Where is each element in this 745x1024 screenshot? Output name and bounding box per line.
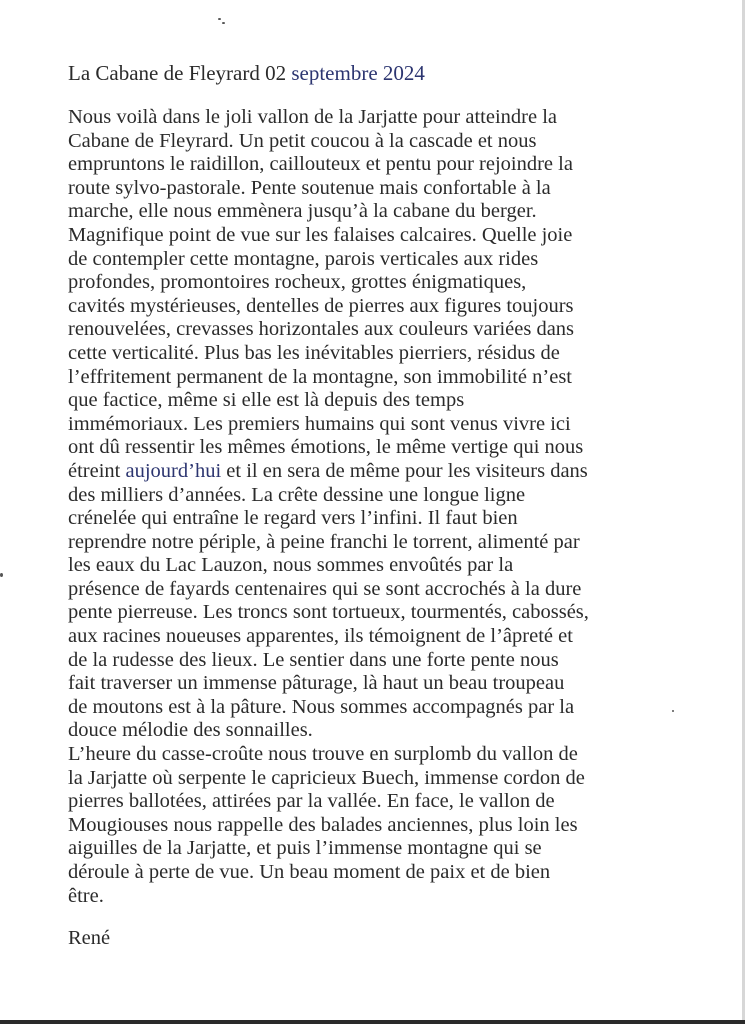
body-line: pierres ballotées, attirées par la vallée. En face, le vallon de — [68, 790, 555, 813]
title-date: septembre 2024 — [291, 61, 425, 85]
body-line: que factice, même si elle est là depuis des temps — [68, 389, 465, 412]
body-line: être. — [68, 884, 104, 907]
body-line: déroule à perte de vue. Un beau moment de paix et de bien — [68, 861, 551, 883]
body-line — [68, 460, 678, 484]
body-line: L’heure du casse-croûte nous trouve en surplomb du vallon de — [68, 743, 578, 766]
body-line: ont dû ressentir les mêmes émotions, le même vertige qui nous — [68, 436, 584, 459]
body-line: fait traverser un immense pâturage, là haut un beau troupeau — [68, 672, 565, 695]
body-line: Nous voilà dans le joli vallon de la Jarjatte pour atteindre la — [68, 106, 558, 128]
body-line: marche, elle nous emmènera jusqu’à la cabane du berger. — [68, 200, 537, 223]
body-line: l’effritement permanent de la montagne, son immobilité n’est — [68, 365, 573, 388]
body-line: crénelée qui entraîne le regard vers l’infini. Il faut bien — [68, 507, 518, 530]
body-line: Mougiouses nous rappelle des balades anciennes, plus loin les — [68, 813, 578, 836]
document-title — [68, 60, 425, 86]
body-line: de moutons est à la pâture. Nous sommes accompagnés par la — [68, 695, 575, 718]
body-line: renouvelées, crevasses horizontales aux couleurs variées dans — [68, 318, 575, 341]
body-line: la Jarjatte où serpente le capricieux Buech, immense cordon de — [68, 766, 585, 789]
body-line: pente pierreuse. Les troncs sont tortueux, tourmentés, cabossés, — [68, 601, 589, 624]
body-line: aiguilles de la Jarjatte, et puis l’immense montagne qui se — [68, 837, 542, 860]
body-line: immémoriaux. Les premiers humains qui sont venus vivre ici — [68, 412, 571, 435]
line-text: et il en sera de même pour les visiteurs dans — [221, 459, 588, 482]
body-line: présence de fayards centenaires qui se sont accrochés à la dure — [68, 577, 582, 600]
body-line: cavités mystérieuses, dentelles de pierres aux figures toujours — [68, 294, 574, 317]
body-line: des milliers d’années. La crête dessine une longue ligne — [68, 483, 526, 506]
body-line: Cabane de Fleyrard. Un petit coucou à la cascade et nous — [68, 129, 537, 152]
highlighted-word: aujourd’hui — [125, 459, 222, 482]
body-line: route sylvo-pastorale. Pente soutenue mais confortable à la — [68, 176, 551, 199]
scan-speck — [222, 22, 225, 24]
body-line: Magnifique point de vue sur les falaises calcaires. Quelle joie — [68, 223, 573, 246]
body-line: de la rudesse des lieux. Le sentier dans une forte pente nous — [68, 648, 559, 671]
body-line: de contempler cette montagne, parois verticales aux rides — [68, 247, 539, 270]
scan-speck — [0, 573, 3, 577]
body-line: empruntons le raidillon, caillouteux et pentu pour rejoindre la — [68, 153, 573, 176]
document-body — [68, 106, 678, 908]
body-line: reprendre notre périple, à peine franchi le torrent, alimenté par — [68, 530, 580, 553]
body-line: profondes, promontoires rocheux, grottes énigmatiques, — [68, 271, 527, 294]
title-text: La Cabane de Fleyrard 02 — [68, 61, 292, 85]
body-line: douce mélodie des sonnailles. — [68, 719, 313, 742]
page-edge-bottom — [0, 1020, 745, 1024]
body-line: aux racines noueuses apparentes, ils témoignent de l’âpreté et — [68, 625, 573, 648]
scan-speck — [218, 18, 221, 20]
body-line: les eaux du Lac Lauzon, nous sommes envoûtés par la — [68, 554, 514, 577]
body-line: cette verticalité. Plus bas les inévitables pierriers, résidus de — [68, 341, 560, 364]
line-text: étreint — [68, 459, 126, 482]
signature: René — [68, 927, 111, 949]
